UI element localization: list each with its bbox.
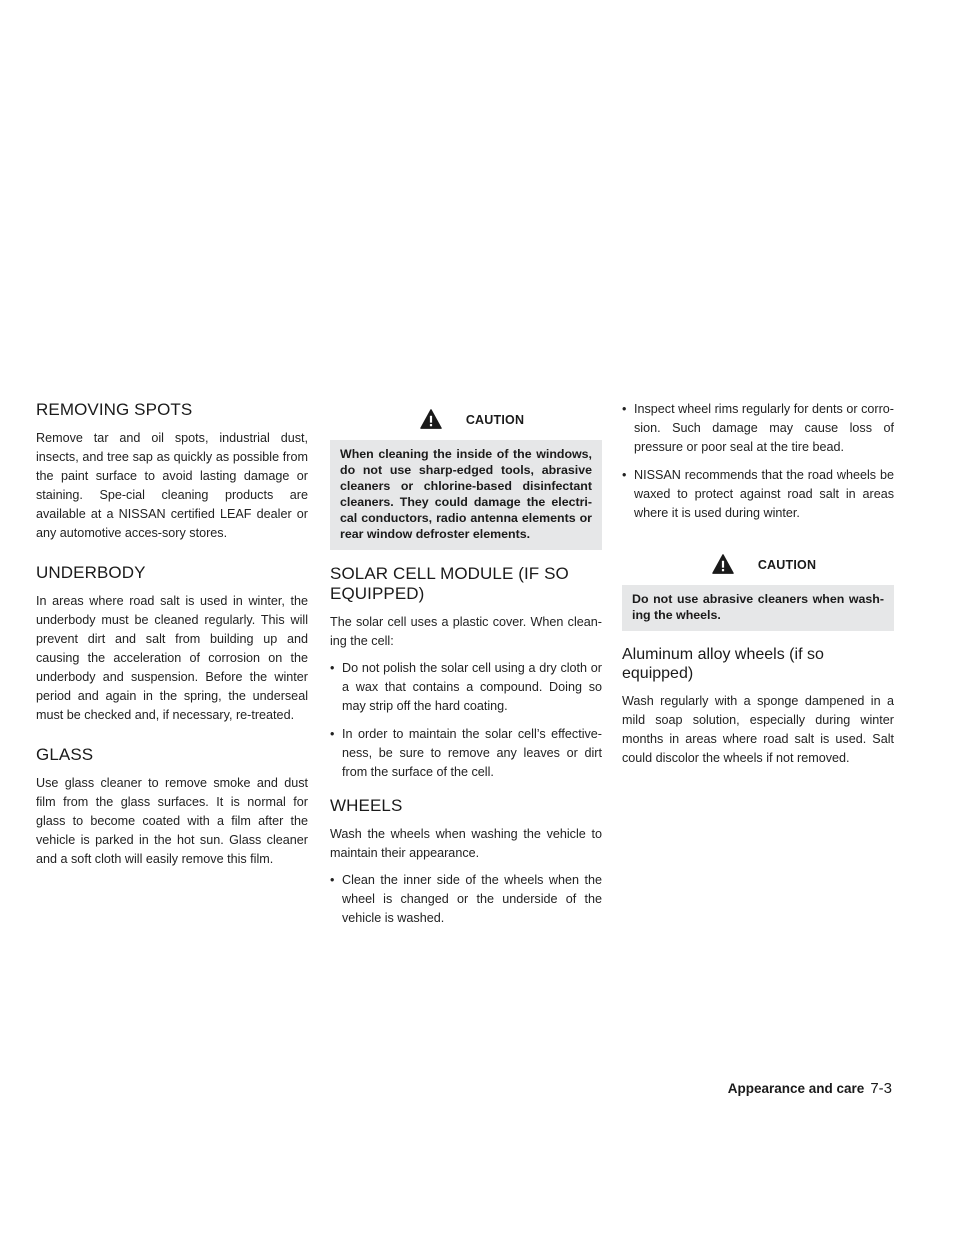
list-wheel-care: [622, 400, 894, 523]
section-underbody: [36, 563, 308, 725]
paragraph-solar-intro: The solar cell uses a plastic cover. When clean-ing the cell:: [330, 615, 602, 648]
list-item: • Clean the inner side of the wheels when the wheel is changed or the underside of the vehicle is washed.: [330, 873, 602, 925]
heading-removing-spots: REMOVING SPOTS: [36, 400, 193, 419]
caution-box-windows: [330, 400, 602, 550]
warning-triangle-icon: [712, 553, 734, 575]
section-aluminum-alloy-wheels: [622, 645, 894, 768]
heading-wheels: WHEELS: [330, 796, 403, 815]
warning-triangle-icon: [420, 408, 442, 430]
heading-aluminum-alloy-wheels: Aluminum alloy wheels (if so equipped): [622, 646, 824, 682]
list-item: • In order to maintain the solar cell’s effective-ness, be sure to remove any leaves or dirt from the surface of the cell.: [330, 727, 602, 779]
caution-box-wheels: [622, 545, 894, 631]
page-number: 7-3: [870, 1080, 892, 1097]
paragraph-removing-spots: Remove tar and oil spots, industrial dust, insects, and tree sap as quickly as possible from the paint surface to avoid lasting damage or staining. Spe-cial cleaning products are available at a NISSAN certified LEAF dealer or any automotive acces-sory stores.: [36, 431, 308, 540]
list-item: • Inspect wheel rims regularly for dents or corro-sion. Such damage may cause loss of pressure or poor seal at the tire bead.: [622, 402, 894, 454]
column-right: [622, 400, 894, 785]
heading-solar-cell: SOLAR CELL MODULE (IF SO EQUIPPED): [330, 564, 569, 603]
list-solar: [330, 659, 602, 782]
caution-text: When cleaning the inside of the windows, do not use sharp-edged tools, abrasive cleaners or chlorine-based disinfectant cleaners. They could damage the electri-cal conductors, radio antenna elements or rear window defroster elements.: [340, 447, 592, 541]
caution-header: [330, 400, 602, 440]
heading-underbody: UNDERBODY: [36, 563, 146, 582]
paragraph-glass: Use glass cleaner to remove smoke and dust film from the glass surfaces. It is normal for glass to become coated with a film after the vehicle is parked in the hot sun. Glass cleaner and a soft cloth will easily remove this film.: [36, 776, 308, 866]
footer-section-title: Appearance and care: [727, 1081, 865, 1096]
section-glass: [36, 745, 308, 869]
list-item: • Do not polish the solar cell using a dry cloth or a wax that contains a compound. Doing so may strip off the hard coating.: [330, 661, 602, 713]
section-solar-cell: [330, 564, 602, 782]
list-wheels: [330, 871, 602, 928]
heading-glass: GLASS: [36, 745, 94, 764]
list-item: • NISSAN recommends that the road wheels be waxed to protect against road salt in areas where it is used during winter.: [622, 468, 894, 520]
caution-label: CAUTION: [757, 558, 817, 572]
paragraph-aluminum-alloy-wheels: Wash regularly with a sponge dampened in a mild soap solution, especially during winter months in areas where road salt is used. Salt could discolor the wheels if not removed.: [622, 694, 894, 765]
section-wheels: [330, 796, 602, 928]
caution-text: Do not use abrasive cleaners when wash-ing the wheels.: [632, 592, 884, 622]
column-left: [36, 400, 308, 886]
caution-label: CAUTION: [465, 413, 525, 427]
paragraph-wheels-intro: Wash the wheels when washing the vehicle to maintain their appearance.: [330, 827, 602, 860]
page-footer: [728, 1080, 892, 1097]
paragraph-underbody: In areas where road salt is used in winter, the underbody must be cleaned regularly. This will prevent dirt and salt from building up and causing the acceleration of corrosion on the underbody and suspension. Before the winter period and again in the spring, the underseal must be checked and, if necessary, re-treated.: [36, 594, 308, 722]
caution-header: [622, 545, 894, 585]
column-middle: [330, 400, 602, 942]
section-removing-spots: [36, 400, 308, 543]
